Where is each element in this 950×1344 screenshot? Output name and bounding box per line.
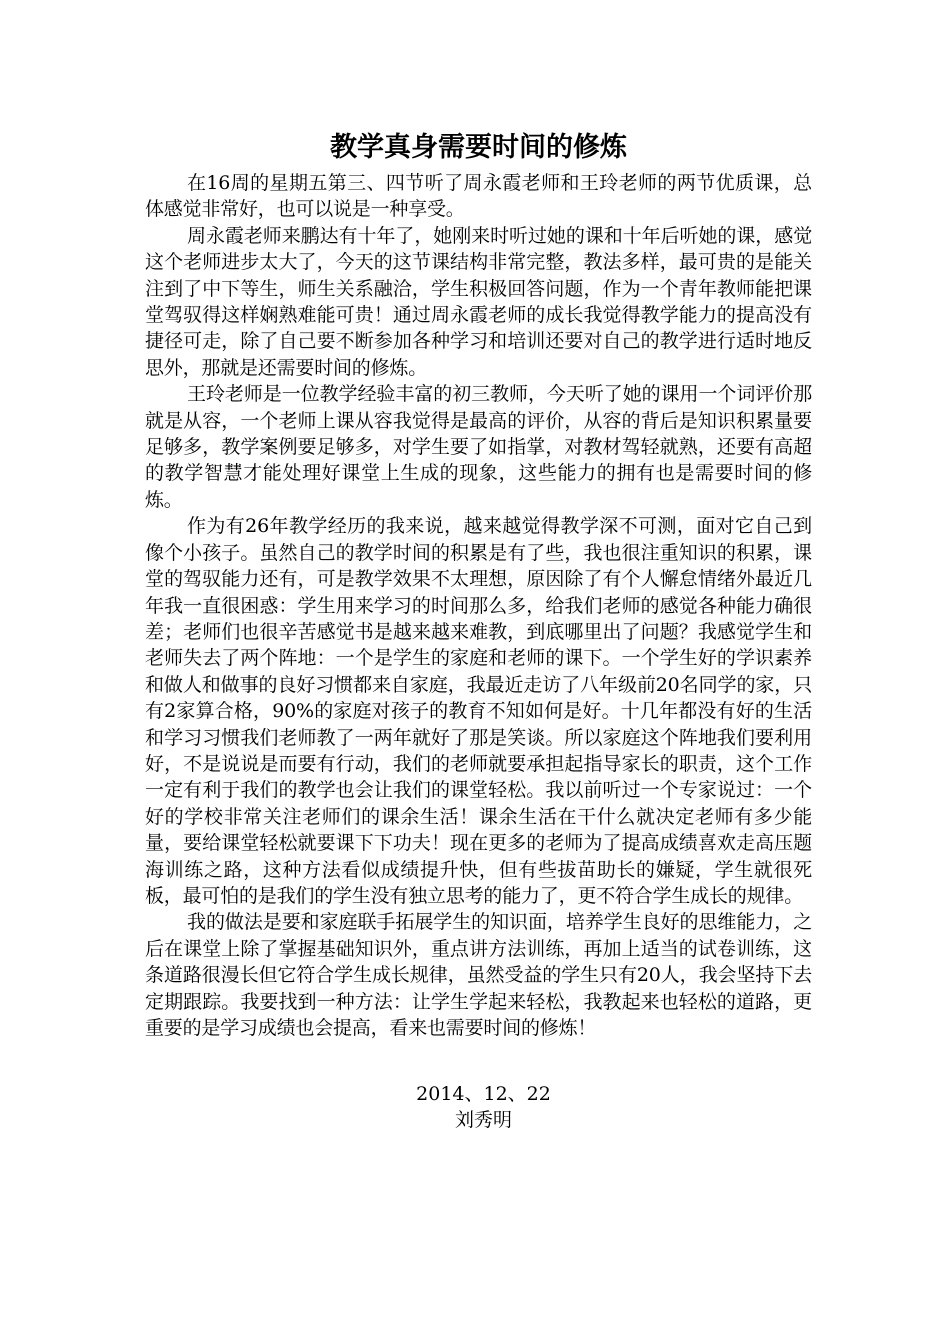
signature-author: 刘秀明 — [454, 1109, 512, 1132]
signature-date: 2014、12、22 — [416, 1083, 551, 1106]
paragraph-5: 我的做法是要和家庭联手拓展学生的知识面，培养学生良好的思维能力，之后在课堂上除了掌握基础知识外，重点讲方法训练，再加上适当的试卷训练，这条道路很漫长但它符合学生成长规律，虽然受益的学生只有20人，我会坚持下去定期跟踪。我要找到一种方法：让学生学起来轻松，我教起来也轻松的道路，更重要的是学习成绩也会提高，看来也需要时间的修炼！ — [145, 911, 812, 1039]
page-title: 教学真身需要时间的修炼 — [330, 132, 627, 163]
paragraph-4: 作为有26年教学经历的我来说，越来越觉得教学深不可测，面对它自己到像个小孩子。虽然自己的教学时间的积累是有了些，我也很注重知识的积累，课堂的驾驭能力还有，可是教学效果不太理想，原因除了有个人懈怠情绪外最近几年我一直很困惑：学生用来学习的时间那么多，给我们老师的感觉各种能力确很差；老师们也很辛苦感觉书是越来越来难教，到底哪里出了问题？我感觉学生和老师失去了两个阵地：一个是学生的家庭和老师的课下。一个学生好的学识素养和做人和做事的良好习惯都来自家庭，我最近走访了八年级前20名同学的家，只有2家算合格，90%的家庭对孩子的教育不知如何是好。十几年都没有好的生活和学习习惯我们老师教了一两年就好了那是笑谈。所以家庭这个阵地我们要利用好，不是说说是而要有行动，我们的老师就要承担起指导家长的职责，这个工作一定有利于我们的教学也会让我们的课堂轻松。我以前听过一个专家说过：一个好的学校非常关注老师们的课余生活！课余生活在干什么就决定老师有多少能量，要给课堂轻松就要课下下功夫！现在更多的老师为了提高成绩喜欢走高压题海训练之路，这种方法看似成绩提升快，但有些拔苗助长的嫌疑，学生就很死板，最可怕的是我们的学生没有独立思考的能力了，更不符合学生成长的规律。 — [145, 515, 812, 907]
paragraph-1: 在16周的星期五第三、四节听了周永霞老师和王玲老师的两节优质课，总体感觉非常好，也可以说是一种享受。 — [145, 172, 812, 221]
paragraph-2: 周永霞老师来鹏达有十年了，她刚来时听过她的课和十年后听她的课，感觉这个老师进步太大了，今天的这节课结构非常完整，教法多样，最可贵的是能关注到了中下等生，师生关系融洽，学生积极回答问题，作为一个青年教师能把课堂驾驭得这样娴熟难能可贵！通过周永霞老师的成长我觉得教学能力的提高没有捷径可走，除了自己要不断参加各种学习和培训还要对自己的教学进行适时地反思外，那就是还需要时间的修炼。 — [145, 224, 812, 379]
document-body — [145, 128, 812, 1133]
paragraph-3: 王玲老师是一位教学经验丰富的初三教师，今天听了她的课用一个词评价那就是从容，一个老师上课从容我觉得是最高的评价，从容的背后是知识积累量要足够多，教学案例要足够多，对学生要了如指掌，对教材驾轻就熟，还要有高超的教学智慧才能处理好课堂上生成的现象，这些能力的拥有也是需要时间的修炼。 — [145, 383, 812, 511]
signature-block — [145, 1081, 812, 1133]
